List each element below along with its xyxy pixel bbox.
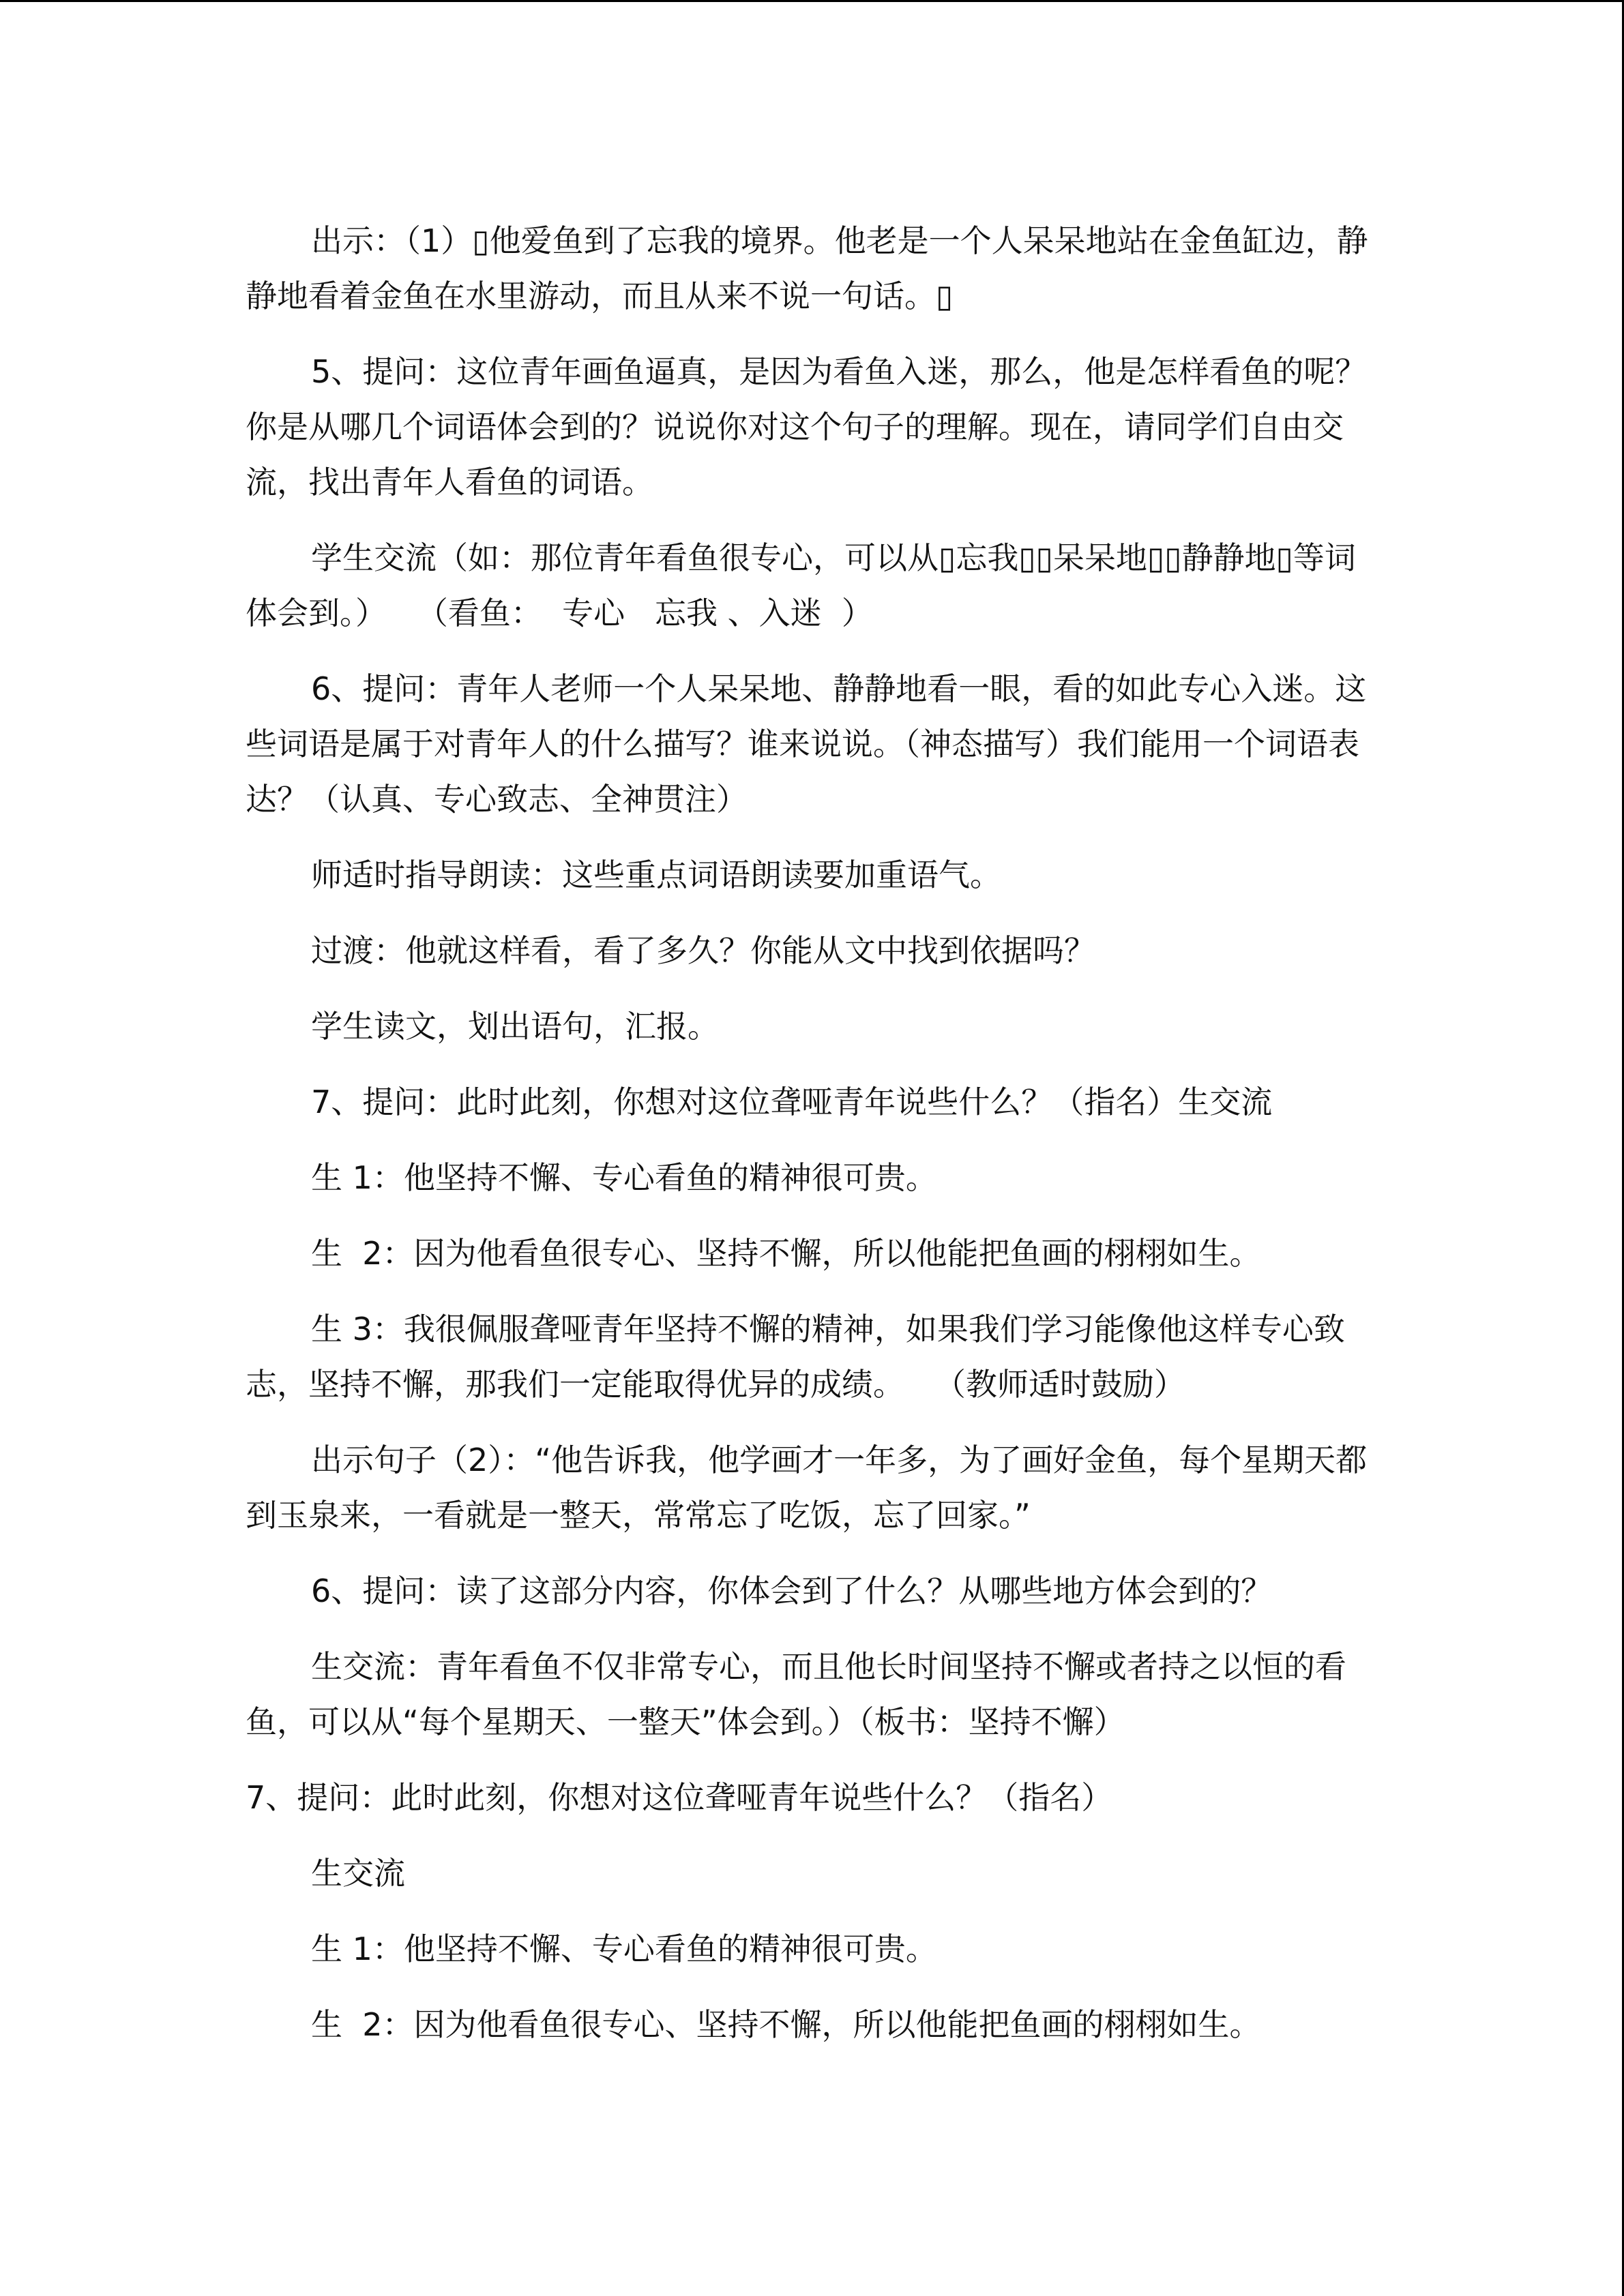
paragraph-2: 5、提问：这位青年画鱼逼真，是因为看鱼入迷，那么，他是怎样看鱼的呢？你是从哪几个词语体会到的？说说你对这个句子的理解。现在，请同学们自由交流，找出青年人看鱼的词语。 <box>246 353 1367 501</box>
paragraph-7: 学生读文，划出语句，汇报。 <box>311 1008 719 1045</box>
paragraph-3: 学生交流（如：那位青年看鱼很专心，可以从▯忘我▯▯呆呆地▯▯静静地▯等词体会到。） （看鱼： 专心 忘我 、入迷 ） <box>246 539 1356 631</box>
paragraph-1: 出示：（1）▯他爱鱼到了忘我的境界。他老是一个人呆呆地站在金鱼缸边，静静地看着金鱼在水里游动，而且从来不说一句话。▯ <box>246 222 1368 314</box>
paragraph-12: 出示句子（2）：“他告诉我，他学画才一年多，为了画好金鱼，每个星期天都到玉泉来，一看就是一整天，常常忘了吃饭，忘了回家。” <box>246 1442 1368 1534</box>
paragraph-6: 过渡：他就这样看，看了多久？你能从文中找到依据吗？ <box>311 932 1095 969</box>
paragraph-4: 6、提问：青年人老师一个人呆呆地、静静地看一眼，看的如此专心入迷。这些词语是属于对青年人的什么描写？谁来说说。（神态描写）我们能用一个词语表达？（认真、专心致志、全神贯注） <box>246 670 1367 818</box>
paragraph-16: 生交流 <box>311 1855 405 1892</box>
paragraph-17: 生 1：他坚持不懈、专心看鱼的精神很可贵。 <box>311 1930 937 1967</box>
paragraph-5: 师适时指导朗读：这些重点词语朗读要加重语气。 <box>311 856 1001 893</box>
paragraph-10: 生 2：因为他看鱼很专心、坚持不懈，所以他能把鱼画的栩栩如生。 <box>311 1235 1261 1272</box>
paragraph-9: 生 1：他坚持不懈、专心看鱼的精神很可贵。 <box>311 1159 937 1196</box>
paragraph-18: 生 2：因为他看鱼很专心、坚持不懈，所以他能把鱼画的栩栩如生。 <box>311 2006 1261 2043</box>
paragraph-15: 7、提问：此时此刻，你想对这位聋哑青年说些什么？（指名） <box>246 1779 1113 1816</box>
paragraph-13: 6、提问：读了这部分内容，你体会到了什么？从哪些地方体会到的？ <box>311 1572 1273 1609</box>
paragraph-11: 生 3：我很佩服聋哑青年坚持不懈的精神，如果我们学习能像他这样专心致志，坚持不懈，那我们一定能取得优异的成绩。 （教师适时鼓励） <box>246 1311 1345 1403</box>
paragraph-14: 生交流：青年看鱼不仅非常专心，而且他长时间坚持不懈或者持之以恒的看鱼，可以从“每个星期天、一整天”体会到。）（板书：坚持不懈） <box>246 1648 1346 1740</box>
document-body <box>246 213 1371 2073</box>
paragraph-8: 7、提问：此时此刻，你想对这位聋哑青年说些什么？（指名）生交流 <box>311 1084 1273 1120</box>
